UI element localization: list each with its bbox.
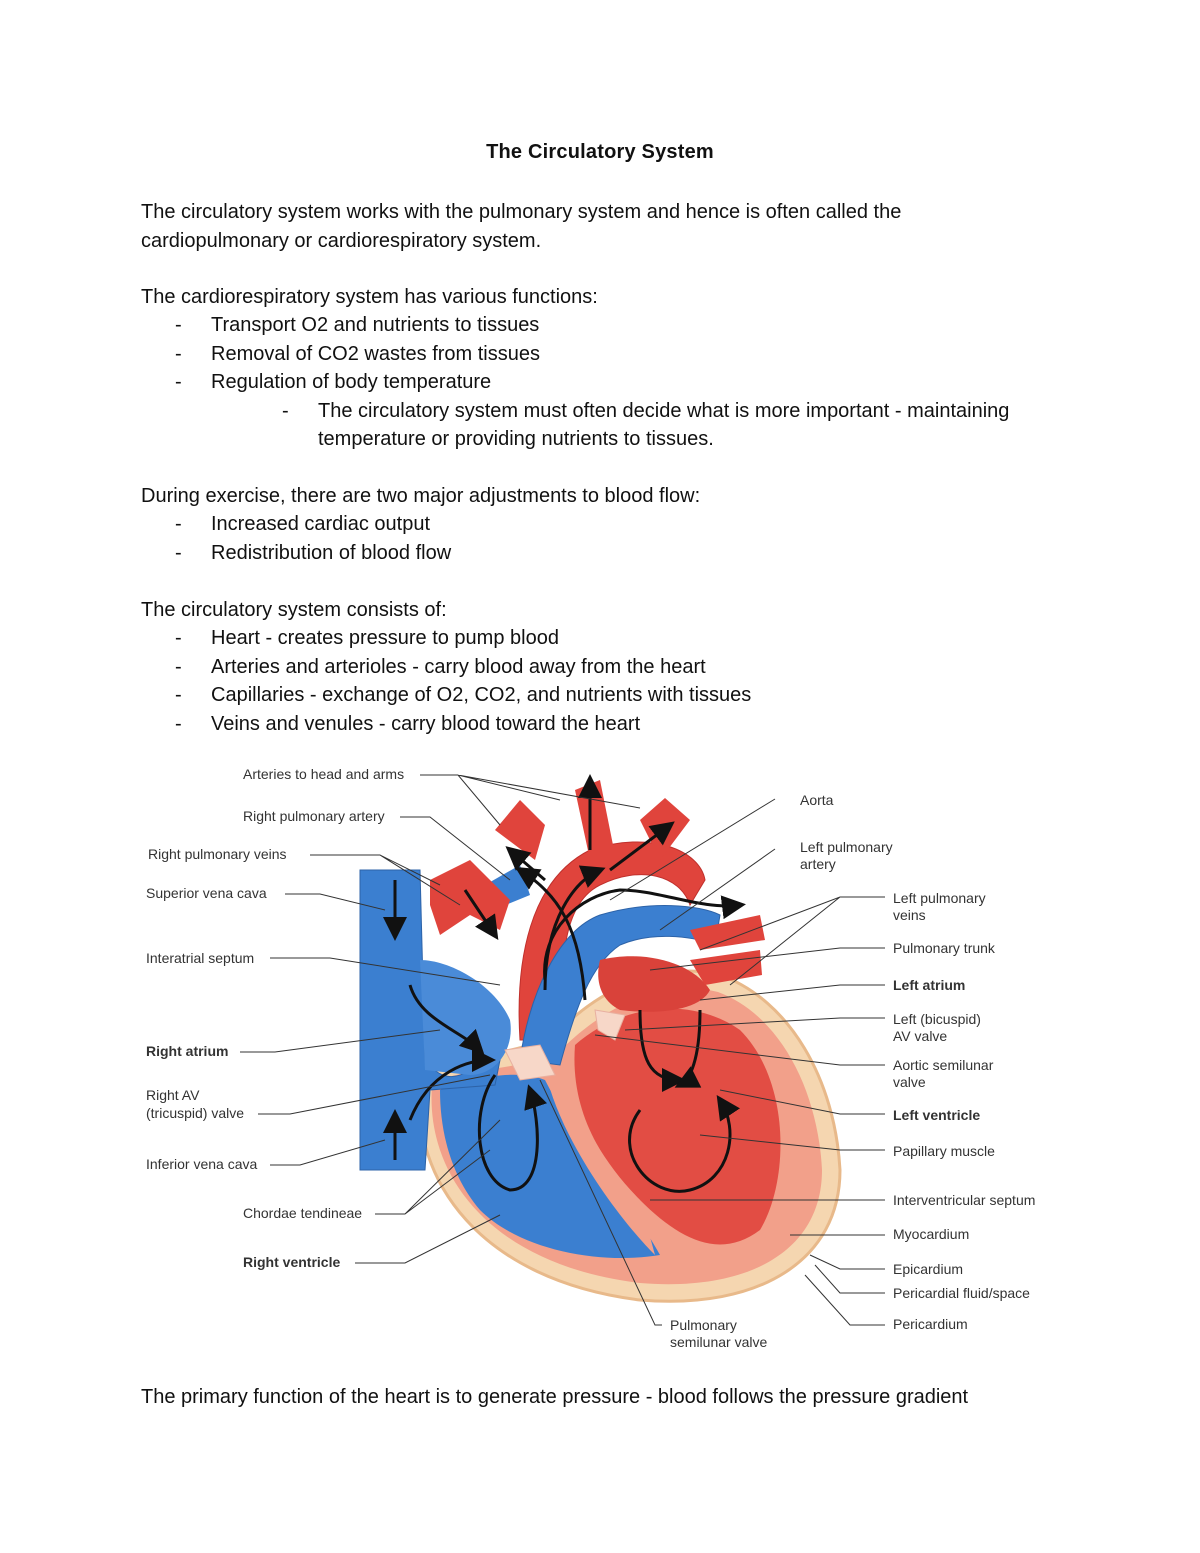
closing-paragraph: The primary function of the heart is to generate pressure - blood follows the pressure gradient [141,1386,969,1408]
exercise-heading: During exercise, there are two major adjustments to blood flow: [141,485,701,507]
page-title: The Circulatory System [486,141,714,163]
label-superior-vena-cava: Superior vena cava [146,885,267,901]
label-pericardial-fluid: Pericardial fluid/space [893,1285,1030,1301]
label-right-pulmonary-veins: Right pulmonary veins [148,846,287,862]
label-epicardium: Epicardium [893,1261,964,1277]
label-right-ventricle: Right ventricle [243,1254,341,1270]
label-interventricular: Interventricular septum [893,1192,1036,1208]
label-left-av-1: Left (bicuspid) [893,1011,981,1027]
aortic-branches [495,780,690,860]
functions-heading: The cardiorespiratory system has various functions: [141,286,598,308]
label-left-atrium: Left atrium [893,977,966,993]
label-right-av-2: (tricuspid) valve [146,1105,245,1121]
label-myocardium: Myocardium [893,1226,970,1242]
label-pulm-semilunar-2: semilunar valve [670,1334,768,1350]
consists-heading: The circulatory system consists of: [141,599,447,621]
list-item: - Veins and venules - carry blood toward the heart [175,712,641,735]
consists-list [175,624,1055,738]
list-item: - Capillaries - exchange of O2, CO2, and nutrients with tissues [175,684,752,706]
label-left-pulm-artery-2: artery [800,856,836,872]
list-item: - Regulation of body temperature - The circulatory system must often decide what is more important - maintaining temperature or providing nutrients to tissues. [175,368,1055,454]
functions-list [175,311,1055,454]
list-item: - Redistribution of blood flow [175,541,452,564]
label-aortic-1: Aortic semilunar [893,1057,994,1073]
label-arteries-head-arms: Arteries to head and arms [243,766,405,782]
sub-list-item: - The circulatory system must often decide what is more important - maintaining temperature or providing nutrients to tissues. [282,399,1010,450]
label-interatrial-septum: Interatrial septum [146,950,255,966]
label-right-atrium: Right atrium [146,1043,229,1059]
label-left-pulm-veins-1: Left pulmonary [893,890,986,906]
label-left-av-2: AV valve [893,1028,948,1044]
list-item: - Arteries and arterioles - carry blood away from the heart [175,655,706,678]
label-papillary: Papillary muscle [893,1143,995,1159]
label-pulm-semilunar-1: Pulmonary [670,1317,737,1333]
intro-line-2: cardiopulmonary or cardiorespiratory system. [141,229,542,252]
list-item: - Removal of CO2 wastes from tissues [175,342,540,365]
intro-line-1: The circulatory system works with the pulmonary system and hence is often called the [141,201,902,223]
label-left-ventricle: Left ventricle [893,1107,981,1123]
sub-list [211,397,1055,454]
exercise-list [175,510,1055,567]
intro-paragraph [141,198,1041,255]
label-chordae: Chordae tendineae [243,1205,363,1221]
label-right-av-1: Right AV [146,1087,200,1103]
label-left-pulm-veins-2: veins [893,907,926,923]
label-aorta: Aorta [800,792,834,808]
label-pulmonary-trunk: Pulmonary trunk [893,940,995,956]
label-aortic-2: valve [893,1074,926,1090]
label-pericardium: Pericardium [893,1316,968,1332]
list-item: - Transport O2 and nutrients to tissues [175,314,540,336]
label-right-pulmonary-artery: Right pulmonary artery [243,808,385,824]
list-item: - Heart - creates pressure to pump blood [175,627,559,649]
list-item: - Increased cardiac output [175,513,431,535]
heart-diagram [140,755,1060,1355]
label-left-pulm-artery-1: Left pulmonary [800,839,893,855]
label-inferior-vena-cava: Inferior vena cava [146,1156,258,1172]
